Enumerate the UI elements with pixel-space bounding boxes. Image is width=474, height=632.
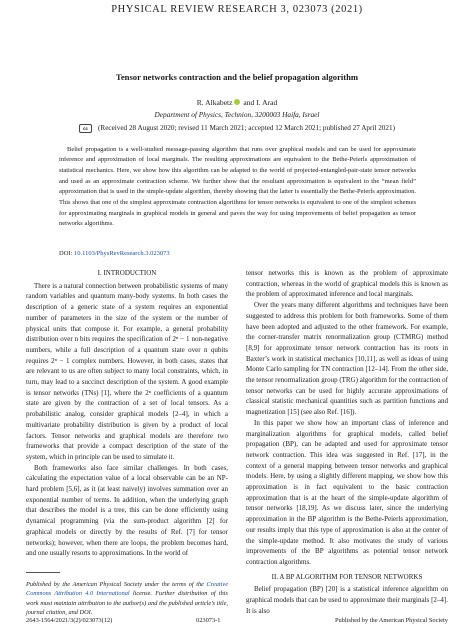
author-second: and I. Arad xyxy=(243,98,278,107)
journal-name: PHYSICAL REVIEW RESEARCH xyxy=(111,4,278,15)
footer-publisher: Published by the American Physical Society xyxy=(334,617,448,624)
abstract: Belief propagation is a well-studied message-passing algorithm that runs over graphical models and can be used for approximate inference and approximation of local marginals. The resulting approximations are equivalent to the Bethe-Peierls approximation of statistical mechanics. Here, we show how this algorithm can be adapted to the world of projected-entangled-pair-state tensor networks and used as an approximate contraction scheme. We further show that the resultant approximation is equivalent to the “mean field” approximation that is used in the simple-update algorithm, thereby showing that the latter is essentially the Bethe-Peierls approximation. This shows that one of the simplest approximate contraction algorithms for tensor networks is equivalent to one of the simplest schemes for approximating marginals in graphical models in general and paves the way for using improvements of belief propagation as tensor networks algorithms. xyxy=(59,145,416,228)
doi-link[interactable]: 10.1103/PhysRevResearch.3.023073 xyxy=(73,250,170,257)
author-list xyxy=(0,98,474,107)
footnote-divider xyxy=(26,572,60,573)
intro-paragraph-1: There is a natural connection between probabilistic systems of many random variables and quantum many-body systems. In both cases the description of a generic state of a system requires an exponential number of parameters in the size of the system or the number of physical units that compose it. For example, a general probability distribution over n bits requires the specification of 2ⁿ − 1 non-negative numbers, while a full description of a quantum state over n qubits requires 2ⁿ − 1 complex numbers. However, in both cases, states that are relevant to us are often subject to many local constraints, which, in turn, may lead to a succinct description of the system. A good example is tensor networks (TNs) [1], where the 2ⁿ coefficients of a quantum state are given by the contraction of a set of local tensors. As a probabilistic analog, consider graphical models [2–4], in which a multivariate probability distribution is given by a product of local factors. Tensor networks and graphical models are therefore two frameworks that provide a compact description of the state of the system, which in principle can be used to simulate it. xyxy=(26,281,228,461)
journal-citation: 3, 023073 (2021) xyxy=(280,4,363,15)
journal-header xyxy=(0,4,474,15)
right-paragraph-3: In this paper we show how an important class of inference and marginalization algorithms for graphical models, called belief propagation (BP), can be adapted and used for approximate tensor network contraction. This idea was suggested in Ref. [17], in the context of a general mapping between tensor networks and graphical models. Here, by using a slightly different mapping, we show how this approximation is in fact equivalent to the basic contraction approximation that is at the heart of the simple-update algorithm of tensor networks [18,19]. As we discuss later, since the underlying approximation in the BP algorithm is the Bethe-Peierls approximation, our results imply that this type of approximation is also at the center of the simple-update method. It also motivates the study of various improvements of the BP algorithms as potential tensor network contraction algorithms. xyxy=(246,418,448,566)
license-link[interactable]: Creative Commons Attribution 4.0 International xyxy=(26,581,228,598)
dates-text: (Received 28 August 2020; revised 11 March 2021; accepted 12 March 2021; published 27 April 2021) xyxy=(98,124,395,132)
footer-page-number: 023073-1 xyxy=(196,617,221,624)
license-footnote xyxy=(26,580,228,618)
right-paragraph-1: tensor networks this is known as the problem of approximate contraction, whereas in the world of graphical models this is known as the problem of approximated inference and local marginals. xyxy=(246,269,448,299)
doi-line xyxy=(59,250,170,257)
left-column xyxy=(26,268,228,559)
cc-license-icon: cc xyxy=(79,124,92,133)
right-paragraph-2: Over the years many different algorithms and techniques have been suggested to address this problem for both frameworks. Some of them have been adopted and adjusted to the other framework. For example, the corner-transfer matrix renormalization group (CTMRG) method [8,9] for approximate tensor network contraction has its roots in Baxter’s work in statistical mechanics [10,11], as well as ideas of using Monte Carlo sampling for TN contraction [12–14]. From the other side, the tensor renormalization group (TRG) algorithm for the contraction of tensor networks can be used for highly accurate approximations of classical statistic mechanical quantities such as partition functions and magnetization [15] (see also Ref. [16]). xyxy=(246,301,448,417)
right-column xyxy=(246,268,448,617)
footnote-line1: Published by the American Physical Society under the terms of the xyxy=(26,581,204,588)
footnote-line2: license. Further distribution of this work must maintain attribution to the author(s) and the published article’s title, journal citation, and DOI. xyxy=(26,590,228,617)
footer-issn: 2643-1564/2021/3(2)/023073(12) xyxy=(26,617,113,624)
article-title: Tensor networks contraction and the belief propagation algorithm xyxy=(115,72,359,82)
intro-paragraph-2: Both frameworks also face similar challenges. In both cases, calculating the expectation value of a local observable can be an NP-hard problem [5,6], as it (at least naively) involves summation over an exponential number of terms. In addition, when the underlying graph that describes the model is a tree, this can be done efficiently using dynamical programming (via the sum-product algorithm [2] for graphical models or directly by the results of Ref. [7] for tensor networks); however, when there are loops, the problem becomes hard, and one usually resorts to approximations. In the world of xyxy=(26,463,228,558)
doi-label: DOI: xyxy=(59,250,73,257)
author-first: R. Alkabetz xyxy=(196,98,233,107)
affiliation: Department of Physics, Technion, 3200003 Haifa, Israel xyxy=(154,110,320,119)
section-heading-bp: II. A BP ALGORITHM FOR TENSOR NETWORKS xyxy=(271,572,423,581)
orcid-icon[interactable] xyxy=(234,99,240,105)
publication-dates xyxy=(0,124,474,133)
section-heading-introduction: I. INTRODUCTION xyxy=(97,269,157,277)
bp-paragraph-1: Belief propagation (BP) [20] is a statistical inference algorithm on graphical models that can be used to approximate their marginals [2–4]. It is also xyxy=(246,585,448,615)
